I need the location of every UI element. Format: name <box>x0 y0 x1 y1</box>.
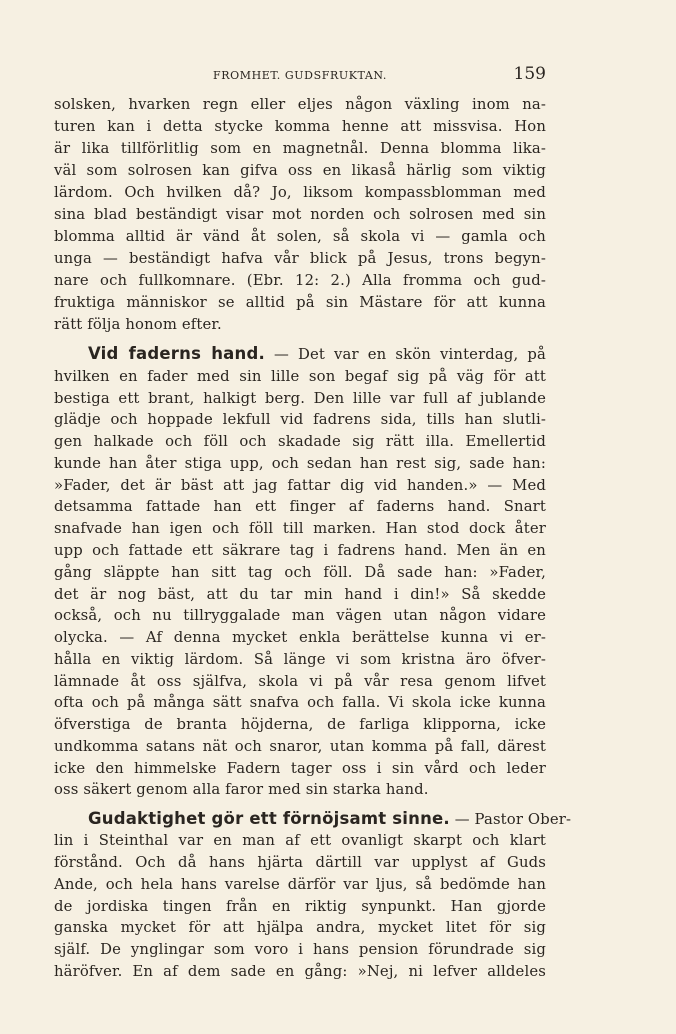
text-line: ofta och på många sätt snafva och falla. Vi skola icke kunna <box>54 694 546 711</box>
text-line: glädje och hoppade lekfull vid fadrens sida, tills han slutli- <box>54 411 546 428</box>
text-line: lärdom. Och hvilken då? Jo, liksom kompassblomman med <box>54 184 546 201</box>
section-first-line <box>88 808 572 830</box>
text-line: ganska mycket för att hjälpa andra, mycket litet för sig <box>54 919 546 936</box>
text-line: turen kan i detta stycke komma henne att missvisa. Hon <box>54 118 546 135</box>
text-line: häröfver. En af dem sade en gång: »Nej, ni lefver alldeles <box>54 963 546 980</box>
text-line: det är nog bäst, att du tar min hand i din!» Så skedde <box>54 586 546 603</box>
text-line: Ande, och hela hans varelse därför var ljus, så bedömde han <box>54 876 546 893</box>
text-line: gen halkade och föll och skadade sig rätt illa. Emellertid <box>54 433 546 450</box>
text-line: — Pastor Ober- <box>449 811 572 828</box>
text-line: oss säkert genom alla faror med sin starka hand. <box>54 781 429 798</box>
text-line: snafvade han igen och föll till marken. Han stod dock åter <box>54 520 546 537</box>
text-line: gång släppte han sitt tag och föll. Då sade han: »Fader, <box>54 564 546 581</box>
text-line: är lika tillförlitlig som en magnetnål. Denna blomma lika- <box>54 140 546 157</box>
text-line: fruktiga människor se alltid på sin Mästare för att kunna <box>54 294 546 311</box>
text-line: rätt följa honom efter. <box>54 316 222 333</box>
text-line: lämnade åt oss själfva, skola vi på vår resa genom lifvet <box>54 673 546 690</box>
text-line: hvilken en fader med sin lille son begaf sig på väg för att <box>54 368 546 385</box>
text-line: upp och fattade ett säkrare tag i fadrens hand. Men än en <box>54 542 546 559</box>
text-line: icke den himmelske Fadern tager oss i sin vård och leder <box>54 760 546 777</box>
text-line: väl som solrosen kan gifva oss en likaså härlig som viktig <box>54 162 546 179</box>
section-heading: Gudaktighet gör ett förnöjsamt sinne. <box>88 809 450 828</box>
text-line: sina blad beständigt visar mot norden och solrosen med sin <box>54 206 546 223</box>
text-line: förstånd. Och då hans hjärta därtill var upplyst af Guds <box>54 854 546 871</box>
text-line: lin i Steinthal var en man af ett ovanligt skarpt och klart <box>54 832 546 849</box>
text-line: öfverstiga de branta höjderna, de farliga klipporna, icke <box>54 716 546 733</box>
page-header <box>54 66 546 84</box>
text-line: detsamma fattade han ett finger af faderns hand. Snart <box>54 498 546 515</box>
text-line: blomma alltid är vänd åt solen, så skola vi — gamla och <box>54 228 546 245</box>
text-line: kunde han åter stiga upp, och sedan han rest sig, sade han: <box>54 455 546 472</box>
text-line: nare och fullkomnare. (Ebr. 12: 2.) Alla fromma och gud- <box>54 272 546 289</box>
running-head: FROMHET. GUDSFRUKTAN. <box>212 69 388 82</box>
text-line: hålla en viktig lärdom. Så länge vi som kristna äro öfver- <box>54 651 546 668</box>
text-line: unga — beständigt hafva vår blick på Jesus, trons begyn- <box>54 250 546 267</box>
text-line: också, och nu tillryggalade man vägen utan någon vidare <box>54 607 546 624</box>
text-line: undkomma satans nät och snaror, utan komma på fall, därest <box>54 738 546 755</box>
text-line: solsken, hvarken regn eller eljes någon växling inom na- <box>54 96 546 113</box>
section-first-line <box>88 343 546 365</box>
page-number: 159 <box>513 64 546 84</box>
section-heading: Vid faderns hand. <box>88 344 265 363</box>
text-line: bestiga ett brant, halkigt berg. Den lille var full af jublande <box>54 390 546 407</box>
text-line: »Fader, det är bäst att jag fattar dig vid handen.» — Med <box>54 477 546 494</box>
text-line: — Det var en skön vinterdag, på <box>264 346 547 363</box>
text-line: själf. De ynglingar som voro i hans pension förundrade sig <box>54 941 546 958</box>
text-line: de jordiska tingen från en riktig synpunkt. Han gjorde <box>54 898 546 915</box>
text-line: olycka. — Af denna mycket enkla berättelse kunna vi er- <box>54 629 546 646</box>
